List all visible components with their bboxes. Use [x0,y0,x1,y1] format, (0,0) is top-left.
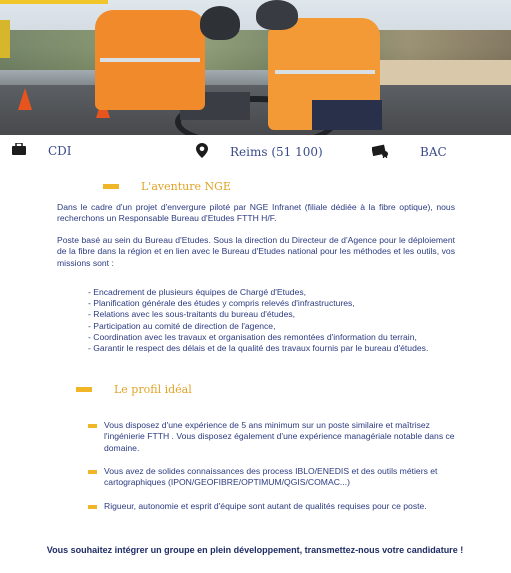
mission-item: - Garantir le respect des délais et de la qualité des travaux fournis par le bureau d'études. [88,343,429,354]
mission-item: - Encadrement de plusieurs équipes de Chargé d'Etudes, [88,287,307,297]
missions-list [88,287,454,354]
diploma-icon [372,143,390,161]
profile-item-text: Vous avez de solides connaissances des process IBLO/ENEDIS et des outils métiers et cartographiques (IPON/GEOFIBRE/OPTIMUM/QGIS/COMAC...) [104,466,438,488]
mission-intro-paragraph: Poste basé au sein du Bureau d'Etudes. Sous la direction du Directeur de d'Agence pour le déploiement de la fibre dans la région et en lien avec le Bureau d'Etudes national pour les méthodes et les outils, vos missions sont : [57,235,455,268]
section-title: Le profil idéal [114,383,192,396]
location: Reims (51 100) [230,145,323,159]
profile-item-text: Rigueur, autonomie et esprit d'équipe sont autant de qualités requises pour ce poste. [104,501,427,511]
intro-paragraph: Dans le cadre d'un projet d'envergure piloté par NGE Infranet (filiale dédiée à la fibre optique), nous recherchons un Responsable Bureau d'Etudes FTTH H/F. [57,202,455,224]
section-heading-profil [76,383,192,396]
header-photo [0,0,511,135]
mission-item: - Participation au comité de direction de l'agence, [88,320,276,331]
heading-accent-bar [76,387,92,392]
profile-item [88,501,427,512]
mission-item: - Planification générale des études y compris relevés d'infrastructures, [88,298,355,309]
contract-info [12,143,72,158]
map-pin-icon [196,143,208,161]
profile-item-text: Vous disposez d'une expérience de 5 ans minimum sur un poste similaire et maîtrisez l'ingénierie FTTH . Vous disposez également d'une expérience managériale notable dans ce domaine. [104,420,455,453]
mission-item: - Relations avec les sous-traitants du bureau d'études, [88,309,296,320]
education-level: BAC [420,145,447,159]
location-info [196,143,323,161]
profile-item [88,420,458,454]
traffic-cone [18,88,32,110]
profile-item [88,466,458,489]
job-info-bar [0,137,511,165]
closing-call-to-action: Vous souhaitez intégrer un groupe en plein développement, transmettez-nous votre candidature ! [46,545,464,555]
section-heading-aventure [103,180,231,193]
bullet-marker [88,424,97,428]
contract-type: CDI [48,143,72,158]
briefcase-icon [12,143,26,158]
mission-item: - Coordination avec les travaux et organisation des remontées d'information du terrain, [88,331,417,342]
bullet-marker [88,505,97,509]
education-info [372,143,447,161]
bullet-marker [88,470,97,474]
heading-accent-bar [103,184,119,189]
top-accent-bar [0,0,108,4]
section-title: L'aventure NGE [141,180,231,193]
